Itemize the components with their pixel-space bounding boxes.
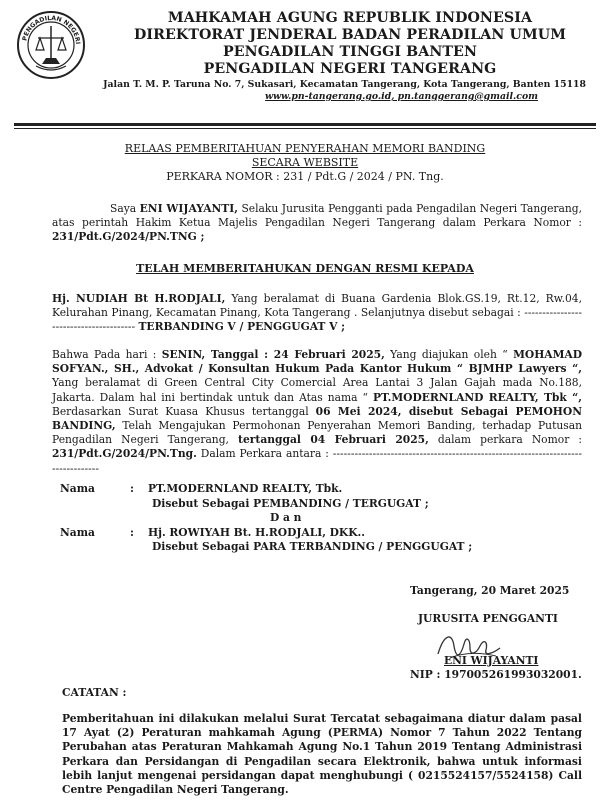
- p1-c: Selaku Jurusita Pengganti pada Pengadilan Negeri Tangerang, atas perintah Hakim Ketua Majelis Pengadilan Negeri Tangerang dalam Perkara Nomor :: [52, 202, 582, 230]
- header-line-3: PENGADILAN TINGGI BANTEN: [222, 44, 478, 60]
- note-label: CATATAN :: [62, 686, 127, 699]
- party-1-sep: :: [130, 482, 134, 495]
- party-2-label: Nama: [60, 525, 95, 539]
- p3-verdict-date: tertanggal 04 Februari 2025,: [238, 433, 429, 447]
- recipient-paragraph: [52, 292, 582, 335]
- intro-paragraph: [52, 202, 582, 245]
- p3-g: Berdasarkan Surat Kuasa Khusus tertanggal: [52, 404, 316, 418]
- party-2-sep: :: [130, 525, 134, 539]
- place-date: Tangerang, 20 Maret 2025: [410, 584, 570, 597]
- party-2-role-prefix: Disebut Sebagai: [152, 540, 254, 553]
- p3-lawyer: MOHAMAD SOFYAN., SH., Advokat / Konsultan Hukum Pada Kantor Hukum “ BJMHP Lawyers “,: [52, 348, 582, 376]
- title-line-2: SECARA WEBSITE: [251, 156, 359, 169]
- header-rule-thin: [14, 128, 596, 129]
- and-separator: D a n: [270, 511, 302, 524]
- p3-e: Yang beralamat di Green Central City Comercial Area Lantai 3 Jalan Gajah mada No.188, Jakarta. Dalam hal ini bertindak untuk dan Atas nama “: [52, 376, 582, 404]
- title-line-1: RELAAS PEMBERITAHUAN PENYERAHAN MEMORI BANDING: [124, 142, 486, 155]
- document-title: [60, 142, 550, 184]
- p3-power-date: 06 Mei 2024, disebut Sebagai PEMOHON BANDING,: [52, 404, 582, 433]
- p1-case-number: 231/Pdt.G/2024/PN.TNG ;: [52, 230, 205, 244]
- header-web: www.pn-tangerang.go.id, pn.tanggerang@gmail.com: [265, 91, 538, 102]
- signer-nip: NIP : 197005261993032001.: [410, 668, 582, 681]
- appeal-paragraph: [52, 348, 582, 476]
- p3-c: Yang diajukan oleh “: [384, 348, 514, 361]
- p3-m: Dalam Perkara antara : ----------------------------------------------------------------------------------: [52, 447, 582, 475]
- p3-case: 231/Pdt.G/2024/PN.Tng.: [52, 447, 197, 461]
- p1-a: Saya: [110, 202, 140, 215]
- signer-name: ENI WIJAYANTI: [444, 654, 539, 667]
- recipient-address: Yang beralamat di Buana Gardenia Blok.GS.19, Rt.12, Rw.04, Kelurahan Pinang, Kecamatan Pinang, Kota Tangerang . Selanjutnya disebut sebagai : ---------------------------------------: [52, 292, 582, 334]
- party-1: [60, 482, 580, 497]
- court-logo-icon: [16, 8, 86, 82]
- signer-position: JURUSITA PENGGANTI: [418, 612, 558, 625]
- p3-date: SENIN, Tanggal : 24 Februari 2025,: [161, 348, 385, 361]
- header-line-4: PENGADILAN NEGERI TANGERANG: [203, 61, 497, 77]
- p3-k: dalam perkara Nomor :: [428, 433, 582, 447]
- party-2-name: Hj. ROWIYAH Bt. H.RODJALI, DKK..: [148, 525, 365, 539]
- logo-text: PENGADILAN NEGERI: [21, 14, 82, 45]
- header-rule-thick: [14, 123, 596, 126]
- p1-bailiff-name: ENI WIJAYANTI,: [139, 202, 238, 215]
- header-address: Jalan T. M. P. Taruna No. 7, Sukasari, Kecamatan Tangerang, Kota Tangerang, Banten 15118: [103, 79, 586, 90]
- letterhead: [100, 10, 600, 103]
- recipient-role: TERBANDING V / PENGGUGAT V ;: [138, 320, 346, 334]
- party-1-role: PEMBANDING / TERGUGAT ;: [253, 496, 429, 510]
- party-1-role-line: [60, 497, 580, 512]
- note-text: Pemberitahuan ini dilakukan melalui Surat Tercatat sebagaimana diatur dalam pasal 17 Ayat (2) Peraturan mahkamah Agung (PERMA) Nomor 7 Tahun 2022 Tentang Perubahan atas Peraturan Mahkamah Agung No.1 Tahun 2019 Tentang Administrasi Perkara dan Persidangan di Pengadilan secara Elektronik, bahwa untuk informasi lebih lanjut mengenai persidangan dapat menghubungi ( 0215524157/5524158) Call Centre Pengadilan Negeri Tangerang.: [62, 712, 582, 797]
- header-line-1: MAHKAMAH AGUNG REPUBLIK INDONESIA: [167, 10, 533, 26]
- party-2-role-line: [60, 540, 580, 555]
- party-1-name: PT.MODERNLAND REALTY, Tbk.: [148, 482, 343, 495]
- party-1-label: Nama: [60, 482, 95, 495]
- parties-block: [60, 482, 580, 555]
- party-1-role-prefix: Disebut Sebagai: [152, 496, 254, 510]
- notified-heading: TELAH MEMBERITAHUKAN DENGAN RESMI KEPADA: [136, 262, 474, 275]
- recipient-name: Hj. NUDIAH Bt H.RODJALI,: [52, 292, 226, 305]
- party-2: [60, 526, 580, 541]
- p3-company: PT.MODERNLAND REALTY, Tbk “,: [373, 390, 582, 404]
- party-2-role: PARA TERBANDING / PENGGUGAT ;: [253, 540, 473, 553]
- p3-a: Bahwa Pada hari :: [52, 348, 162, 361]
- p3-i: Telah Mengajukan Permohonan Penyerahan Memori Banding, terhadap Putusan Pengadilan Negeri Tangerang,: [52, 419, 582, 447]
- case-number: PERKARA NOMOR : 231 / Pdt.G / 2024 / PN. Tng.: [166, 170, 444, 183]
- header-line-2: DIREKTORAT JENDERAL BADAN PERADILAN UMUM: [133, 27, 567, 43]
